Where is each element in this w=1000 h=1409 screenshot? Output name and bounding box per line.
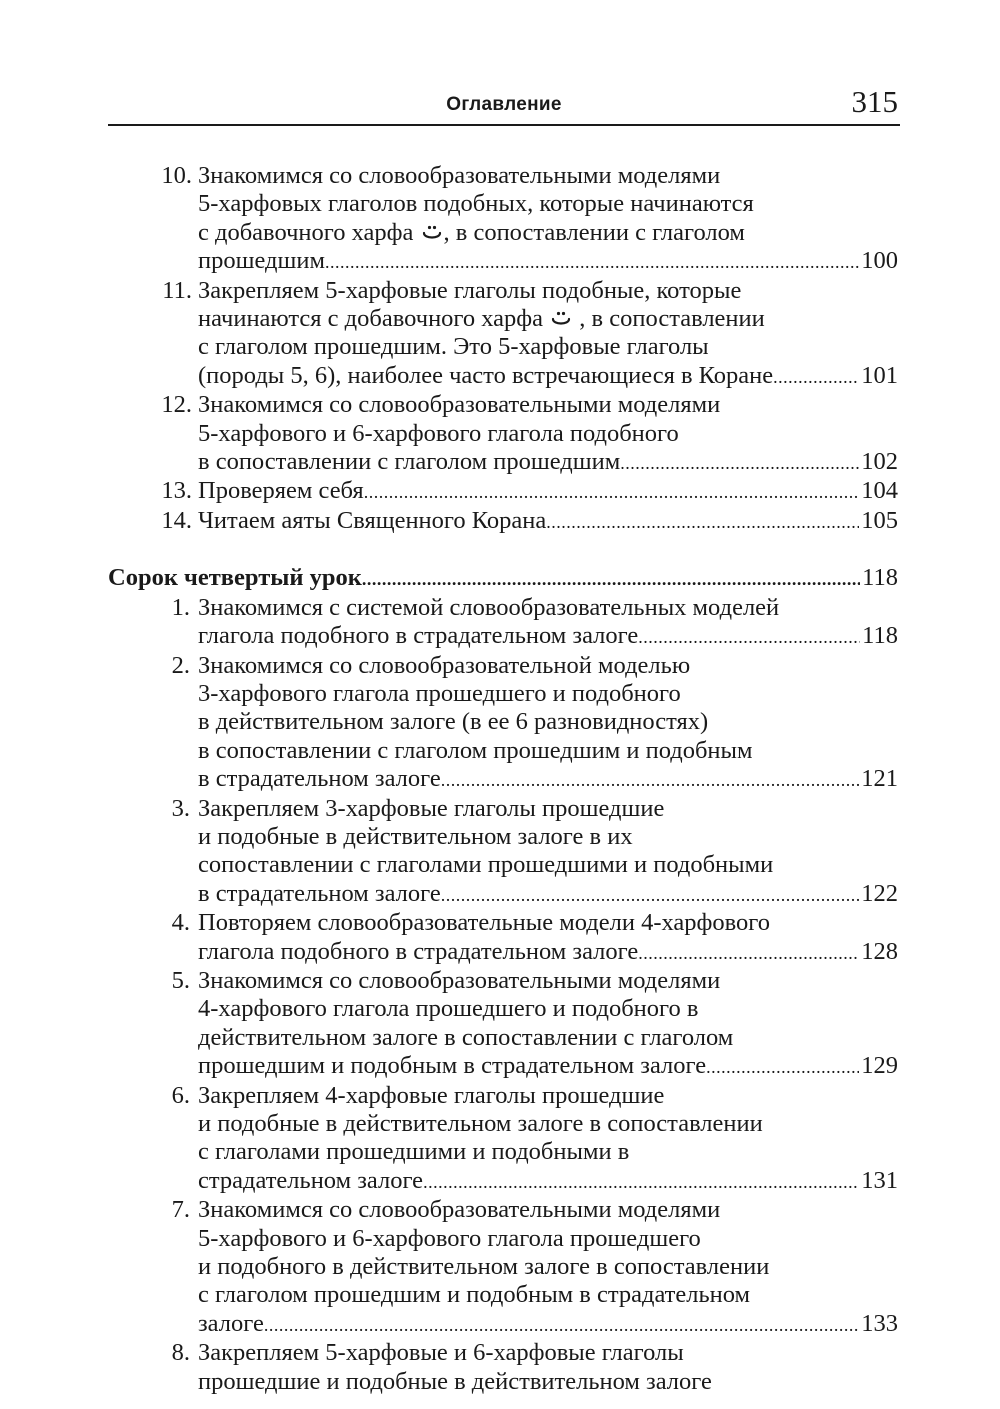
entry-number: 3. [171,794,190,822]
arabic-letter-ta-icon [422,224,442,242]
dot-leader [638,623,860,651]
running-header [108,84,900,126]
dot-leader [364,478,860,506]
entry-text [198,219,898,247]
entry-text: Знакомимся со словообразовательной моделью [198,651,691,679]
entry-text: с глаголом прошедшим. Это 5-харфовые глаголы [198,333,709,361]
entry-text: Читаем аяты Священного Корана [198,506,547,534]
entry-text: залоге [198,1309,264,1337]
chapter-page-number[interactable]: 118 [862,564,898,592]
toc-entry[interactable] [108,391,898,477]
entry-page-number[interactable]: 128 [861,937,898,965]
entry-text: 3-харфового глагола прошедшего и подобного [198,679,681,707]
entry-text: и подобные в действительном залоге в их [198,822,633,850]
entry-text-segment: , в сопоставлении с глаголом [443,218,745,246]
entry-text: 5-харфового и 6-харфового глагола прошедшего [198,1224,701,1252]
dot-leader [441,881,859,909]
entry-text: сопоставлении с глаголами прошедшими и подобными [198,851,774,879]
entry-number: 14. [161,506,192,534]
dot-leader [264,1311,859,1339]
entry-page-number[interactable]: 129 [861,1052,898,1080]
entry-text: Знакомимся со словообразовательными моделями [198,162,721,189]
entry-line-with-leader [198,1310,898,1339]
entry-text: Проверяем себя [198,477,364,505]
entry-text: 5-харфовых глаголов подобных, которые начинаются [198,190,754,218]
entry-line-with-leader [198,448,898,477]
entry-line-with-leader [198,880,898,909]
toc-entry[interactable] [108,277,898,392]
entry-text: Знакомимся со словообразовательными моделями [198,1196,721,1224]
entry-text: в действительном залоге (в ее 6 разновидностях) [198,708,709,736]
entry-line-with-leader [198,765,898,794]
chapter-heading[interactable] [108,564,898,593]
entry-text: страдательном залоге [198,1166,424,1194]
entry-page-number[interactable]: 122 [861,879,898,907]
entry-text: глагола подобного в страдательном залоге [198,622,639,650]
entry-text-segment: начинаются с добавочного харфа [198,305,550,333]
entry-text: и подобного в действительном залоге в сопоставлении [198,1253,770,1281]
toc-entry[interactable] [108,967,898,1082]
entry-text: Закрепляем 5-харфовые и 6-харфовые глаголы [198,1339,684,1367]
entry-line-with-leader [198,477,898,506]
entry-text: Закрепляем 3-харфовые глаголы прошедшие [198,794,665,822]
entry-text: с глаголом прошедшим и подобным в страдательном [198,1281,751,1309]
entry-line-with-leader [198,362,898,391]
entry-line-with-leader [198,938,898,967]
entry-text: Повторяем словообразовательные модели 4-харфового [198,909,770,937]
chapter-title: Сорок четвертый урок [108,564,362,592]
entry-page-number[interactable]: 133 [861,1309,898,1337]
entry-number: 5. [171,966,190,994]
entry-text: Знакомимся с системой словообразовательных моделей [198,593,780,621]
entry-number: 11. [162,276,192,304]
entry-text: прошедшим и подобным в страдательном залоге [198,1052,707,1080]
toc-entry[interactable] [108,162,898,277]
entry-text: Знакомимся со словообразовательными моделями [198,966,721,994]
entry-text: прошедшие и подобные в действительном залоге [198,1367,712,1395]
entry-page-number[interactable]: 131 [861,1166,898,1194]
dot-leader [706,1053,859,1081]
dot-leader [773,363,859,391]
entry-page-number[interactable]: 121 [861,765,898,793]
entry-page-number[interactable]: 105 [861,506,898,534]
toc-entry[interactable] [108,652,898,795]
entry-text: в сопоставлении с глаголом прошедшим [198,448,621,476]
entry-number: 13. [161,477,192,505]
entry-text [198,305,898,333]
entry-line-with-leader [198,507,898,536]
entry-number: 1. [171,593,190,621]
arabic-letter-ta-icon [551,310,571,328]
entry-text: 5-харфового и 6-харфового глагола подобного [198,419,679,447]
entry-number: 12. [161,391,192,419]
entry-text: с глаголами прошедшими и подобными в [198,1138,630,1166]
entry-page-number[interactable]: 102 [861,448,898,476]
toc-entry[interactable] [108,795,898,910]
toc-entry[interactable] [108,1339,898,1396]
entry-text: Закрепляем 4-харфовые глаголы прошедшие [198,1081,665,1109]
entry-text-segment: , в сопоставлении [573,305,765,333]
entry-line-with-leader [198,247,898,276]
toc-entry[interactable] [108,594,898,652]
entry-line-with-leader [198,622,898,651]
dot-leader [362,565,860,593]
entry-text: прошедшим [198,247,325,275]
entry-number: 2. [171,651,190,679]
entry-line-with-leader [198,1167,898,1196]
toc-entry[interactable] [108,909,898,967]
entry-text: в страдательном залоге [198,879,441,907]
entry-number: 6. [171,1081,190,1109]
entry-text: Закрепляем 5-харфовые глаголы подобные, которые [198,276,742,304]
entry-text: 4-харфового глагола прошедшего и подобного в [198,995,699,1023]
entry-text: глагола подобного в страдательном залоге [198,937,639,965]
page-number: 315 [851,84,898,119]
dot-leader [638,939,859,967]
dot-leader [441,766,859,794]
header-title: Оглавление [446,94,562,115]
dot-leader [423,1168,859,1196]
dot-leader [546,508,859,536]
table-of-contents [108,162,898,1396]
entry-text: действительном залоге в сопоставлении с глаголом [198,1023,734,1051]
dot-leader [325,248,859,276]
entry-page-number[interactable]: 101 [861,361,898,389]
entry-number: 10. [161,162,192,189]
entry-page-number[interactable]: 118 [862,622,898,650]
toc-entry[interactable] [108,1196,898,1339]
entry-page-number[interactable]: 104 [861,477,898,505]
entry-line-with-leader [198,1052,898,1081]
toc-entry[interactable] [108,507,898,536]
entry-number: 4. [171,909,190,937]
entry-text-segment: с добавочного харфа [198,218,420,246]
entry-text: в сопоставлении с глаголом прошедшим и подобным [198,736,753,764]
entry-page-number[interactable]: 100 [861,247,898,275]
entry-text: в страдательном залоге [198,765,441,793]
entry-text: (породы 5, 6), наиболее часто встречающиеся в Коране [198,361,774,389]
entry-text: Знакомимся со словообразовательными моделями [198,391,721,419]
entry-text: и подобные в действительном залоге в сопоставлении [198,1110,763,1137]
dot-leader [620,449,859,477]
entry-number: 7. [171,1196,190,1224]
toc-entry[interactable] [108,477,898,506]
toc-entry[interactable] [108,1082,898,1197]
entry-number: 8. [171,1339,190,1367]
